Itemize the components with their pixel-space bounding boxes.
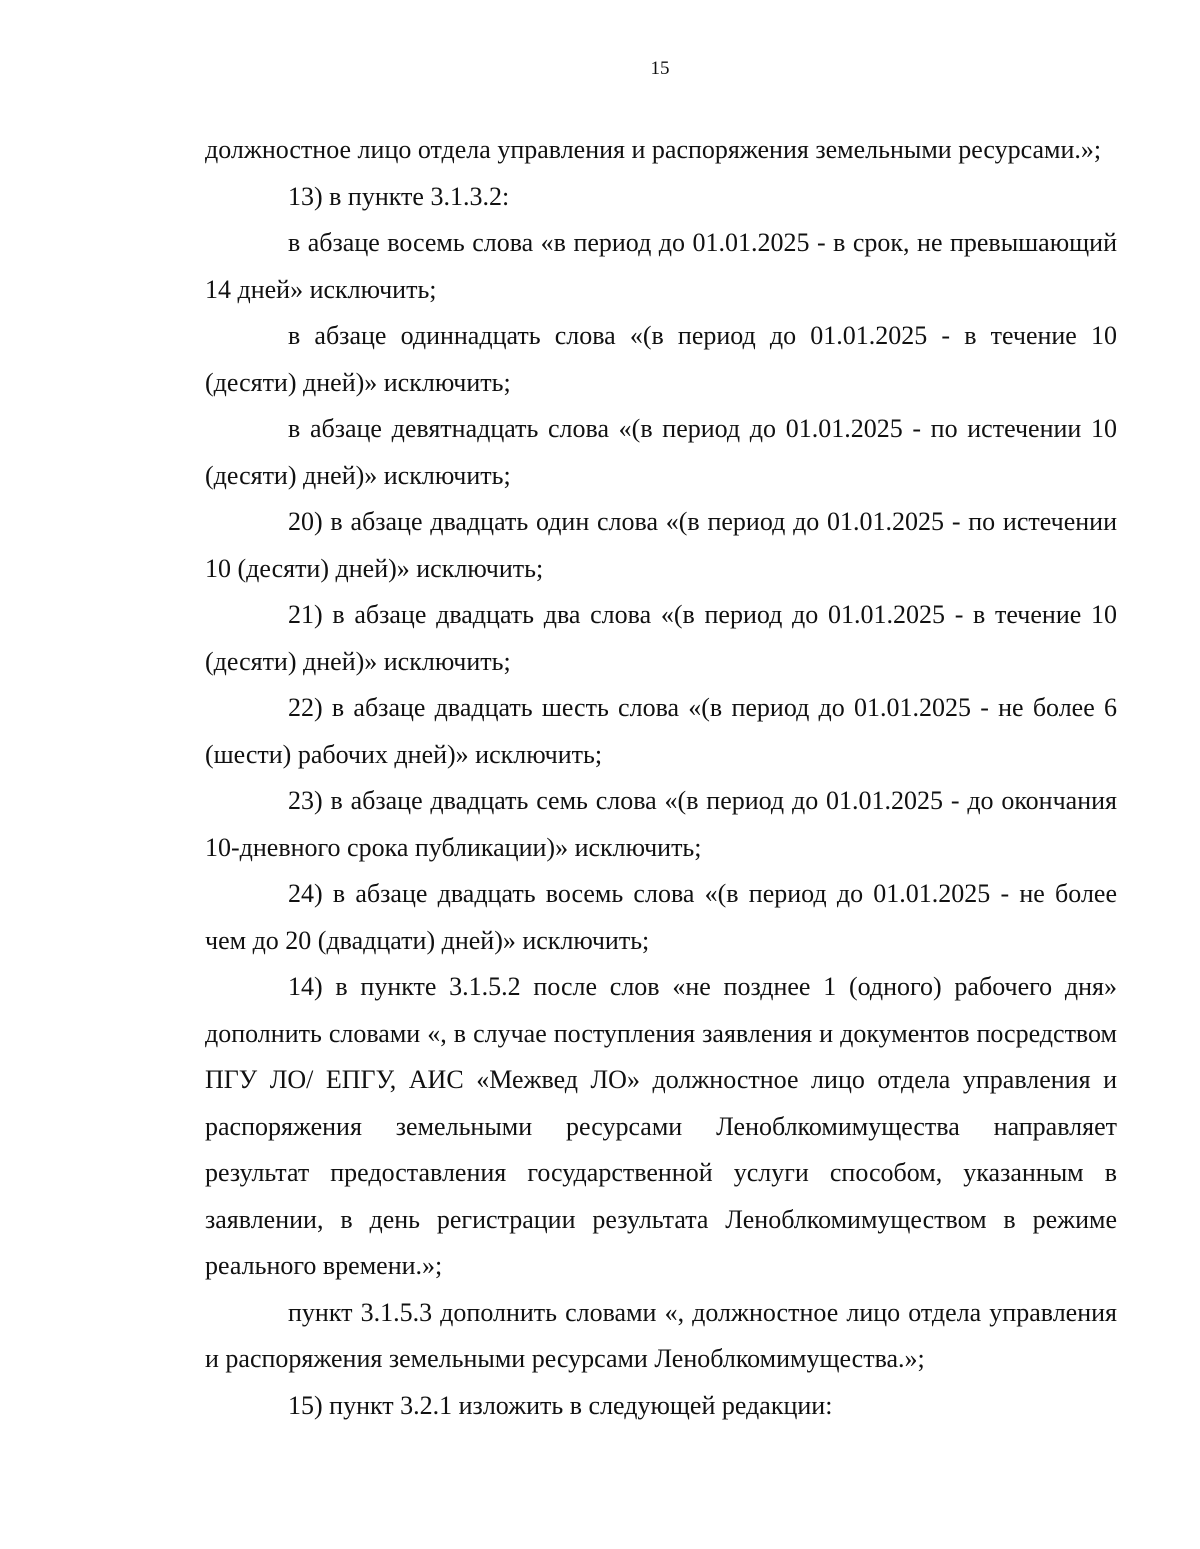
paragraph-item-20: 20) в абзаце двадцать один слова «(в период до 01.01.2025 - по истечении 10 (десяти) дней)» исключить; [205, 507, 1117, 583]
paragraph-item-24: 24) в абзаце двадцать восемь слова «(в период до 01.01.2025 - не более чем до 20 (двадцати) дней)» исключить; [205, 879, 1117, 955]
page-number: 15 [650, 58, 670, 79]
paragraph-item-15: 15) пункт 3.2.1 изложить в следующей редакции: [288, 1390, 833, 1420]
paragraph-abzac-11: в абзаце одиннадцать слова «(в период до 01.01.2025 - в течение 10 (десяти) дней)» исключить; [205, 321, 1117, 397]
paragraph-abzac-19: в абзаце девятнадцать слова «(в период до 01.01.2025 - по истечении 10 (десяти) дней)» исключить; [205, 414, 1117, 490]
paragraph-item-22: 22) в абзаце двадцать шесть слова «(в период до 01.01.2025 - не более 6 (шести) рабочих дней)» исключить; [205, 693, 1117, 769]
document-body [205, 127, 1117, 1429]
paragraph-item-14: 14) в пункте 3.1.5.2 после слов «не позднее 1 (одного) рабочего дня» дополнить словами «, в случае поступления заявления и документов посредством ПГУ ЛО/ ЕПГУ, АИС «Межвед ЛО» должностное лицо отдела управления и распоряжения земельными ресурсами Леноблкомимущества направляет результат предоставления государственной услуги способом, указанным в заявлении, в день регистрации результата Леноблкомимуществом в режиме реального времени.»; [205, 972, 1117, 1280]
paragraph-punkt-3-1-5-3: пункт 3.1.5.3 дополнить словами «, должностное лицо отдела управления и распоряжения земельными ресурсами Леноблкомимущества.»; [205, 1297, 1117, 1373]
paragraph-continuation: должностное лицо отдела управления и распоряжения земельными ресурсами.»; [205, 135, 1102, 164]
paragraph-item-21: 21) в абзаце двадцать два слова «(в период до 01.01.2025 - в течение 10 (десяти) дней)» исключить; [205, 600, 1117, 676]
paragraph-item-23: 23) в абзаце двадцать семь слова «(в период до 01.01.2025 - до окончания 10-дневного срока публикации)» исключить; [205, 786, 1117, 862]
paragraph-abzac-8: в абзаце восемь слова «в период до 01.01.2025 - в срок, не превышающий 14 дней» исключить; [205, 228, 1117, 304]
paragraph-item-13: 13) в пункте 3.1.3.2: [288, 181, 510, 211]
